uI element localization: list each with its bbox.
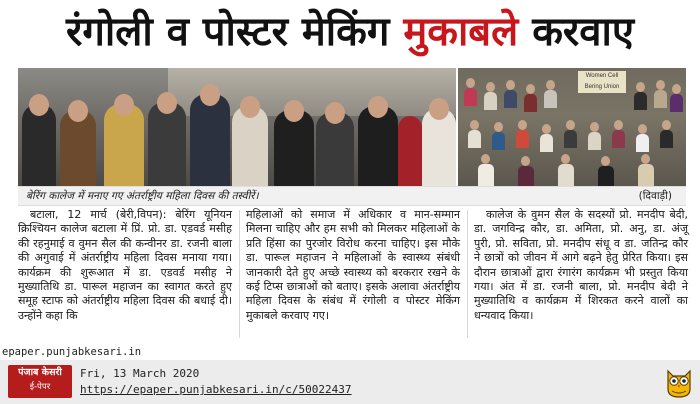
column-divider	[239, 210, 240, 338]
photo-person-head	[662, 120, 671, 130]
photo-person-head	[157, 92, 177, 114]
photo-person	[636, 134, 649, 152]
article-column-1: बटाला, 12 मार्च (बेरी,विपन): बेरिंग यूनियन क्रिश्चियन कालेज बटाला में प्रिं. प्रो. डा. एडवर्ड मसीह की रहनुमाई व वुमन सैल की कन्वीनर डा. रजनी बाला की अगुवाई में अंतर्राष्ट्रीय महिला दिवस मनाया गया। कार्यक्रम की शुरूआत में डा. एडवर्ड मसीह ने मुख्यातिथि डा. पारूल महाजन का स्वागत करते हुए समूह स्टाफ को अंतर्राष्ट्रीय महिला दिवस की बधाई दी। उन्होंने कहा कि	[18, 208, 232, 322]
photo-person	[670, 94, 683, 112]
headline-part2: करवाए	[518, 9, 635, 55]
clip-link[interactable]: https://epaper.punjabkesari.in/c/50022437	[80, 383, 352, 396]
photo-person-head	[325, 102, 345, 124]
column-divider	[467, 210, 468, 338]
photo-person-head	[506, 80, 515, 90]
photo-person-head	[521, 156, 530, 166]
photo-person	[540, 134, 553, 152]
photo-person	[232, 106, 268, 186]
photo-person	[492, 132, 505, 150]
photo-person	[104, 104, 144, 186]
photo-person	[398, 116, 422, 186]
headline-highlight: मुकाबले	[403, 9, 519, 55]
photo-person-head	[546, 80, 555, 90]
photo-person-head	[566, 120, 575, 130]
photo-person-head	[29, 94, 49, 116]
photo-person	[148, 102, 186, 186]
photo-person-head	[526, 84, 535, 94]
photo-person-head	[656, 80, 665, 90]
logo-line-1: पंजाब केसरी	[18, 367, 62, 378]
photo-person-head	[368, 96, 388, 118]
photo-person	[564, 130, 577, 148]
photo-person-head	[638, 124, 647, 134]
photo-person-head	[466, 78, 475, 88]
photo-person-head	[284, 100, 304, 122]
photo-person-head	[542, 124, 551, 134]
photo-person-head	[590, 122, 599, 132]
publication-date: Fri, 13 March 2020	[80, 367, 200, 380]
photo-person-head	[641, 154, 650, 164]
photo-person-head	[481, 154, 490, 164]
photo-person-head	[486, 82, 495, 92]
photo-person	[464, 88, 477, 106]
photo-person	[638, 164, 654, 186]
event-photo-stage	[18, 68, 456, 186]
photo-person-head	[494, 122, 503, 132]
article-column-3: कालेज के वुमन सैल के सदस्यों प्रो. मनदीप बेदी, डा. जगविन्द्र कौर, डा. अमिता, प्रो. अनु, डा. अंजू पुरी, प्रो. सविता, प्रो. मनदीप संधू व डा. जतिन्द्र कौर ने छात्रों को जीवन में आगे बढ़ने हेतु प्रेरित किया। इस दौरान छात्राओं द्वारा रंगारंग कार्यक्रम भी प्रस्तुत किया गया। अंत में डा. रजनी बाला, प्रो. मनदीप बेदी ने मुख्यातिथि व कार्यक्रम में शिरकत करने वालों का धन्यवाद किया।	[474, 208, 688, 322]
photo-person	[588, 132, 601, 150]
photo-person	[612, 130, 625, 148]
photo-credit: (दिवाड़ी)	[638, 190, 672, 202]
photo-banner: Women Cell Bering Union	[578, 71, 626, 93]
photo-person-head	[561, 154, 570, 164]
photo-caption: बेरिंग कालेज में मनाए गए अंतर्राष्ट्रीय महिला दिवस की तस्वीरें।	[26, 190, 259, 202]
photo-person	[478, 164, 494, 186]
photo-caption-bar	[18, 186, 686, 206]
photo-person-head	[200, 84, 220, 106]
owl-icon	[664, 365, 694, 398]
photo-person-head	[518, 120, 527, 130]
article-column-2: महिलाओं को समाज में अधिकार व मान-सम्मान मिलना चाहिए और हम सभी को मिलकर महिलाओं के प्रति हिंसा का पुरजोर विरोध करना चाहिए। इस मौके डा. पारूल महाजन ने महिलाओं के स्वास्थ्य संबंधी जानकारी देते हुए अच्छे स्वास्थ्य को बरकरार रखने के कई टिप्स छात्राओं को बताए। इसके अलावा अंतर्राष्ट्रीय महिला दिवस के संबंध में रंगोली व पोस्टर मेकिंग मुकाबले करवाए गए।	[246, 208, 460, 322]
photo-person	[190, 94, 230, 186]
photo-person	[516, 130, 529, 148]
photo-person-head	[636, 82, 645, 92]
photo-person-head	[429, 98, 449, 120]
photo-person	[558, 164, 574, 186]
epaper-logo	[8, 365, 72, 398]
photo-person	[22, 104, 56, 186]
photo-person-head	[470, 120, 479, 130]
photo-person-head	[614, 120, 623, 130]
photo-person	[654, 90, 667, 108]
logo-line-2: ई-पेपर	[29, 382, 51, 392]
photo-person	[598, 166, 614, 186]
photo-person-head	[672, 84, 681, 94]
photo-person	[358, 106, 398, 186]
photo-person-head	[240, 96, 260, 118]
photo-person-head	[601, 156, 610, 166]
photo-person-head	[68, 100, 88, 122]
photo-person-head	[114, 94, 134, 116]
headline-part1: रंगोली व पोस्टर मेकिंग	[65, 9, 404, 55]
photo-person	[634, 92, 647, 110]
photo-person	[544, 90, 557, 108]
event-photo-audience	[458, 68, 686, 186]
photo-person	[484, 92, 497, 110]
photo-person	[468, 130, 481, 148]
headline	[0, 0, 700, 66]
photo-person	[524, 94, 537, 112]
photo-person	[504, 90, 517, 108]
photo-person	[660, 130, 673, 148]
photo-person	[518, 166, 534, 186]
source-url: epaper.punjabkesari.in	[2, 346, 142, 358]
